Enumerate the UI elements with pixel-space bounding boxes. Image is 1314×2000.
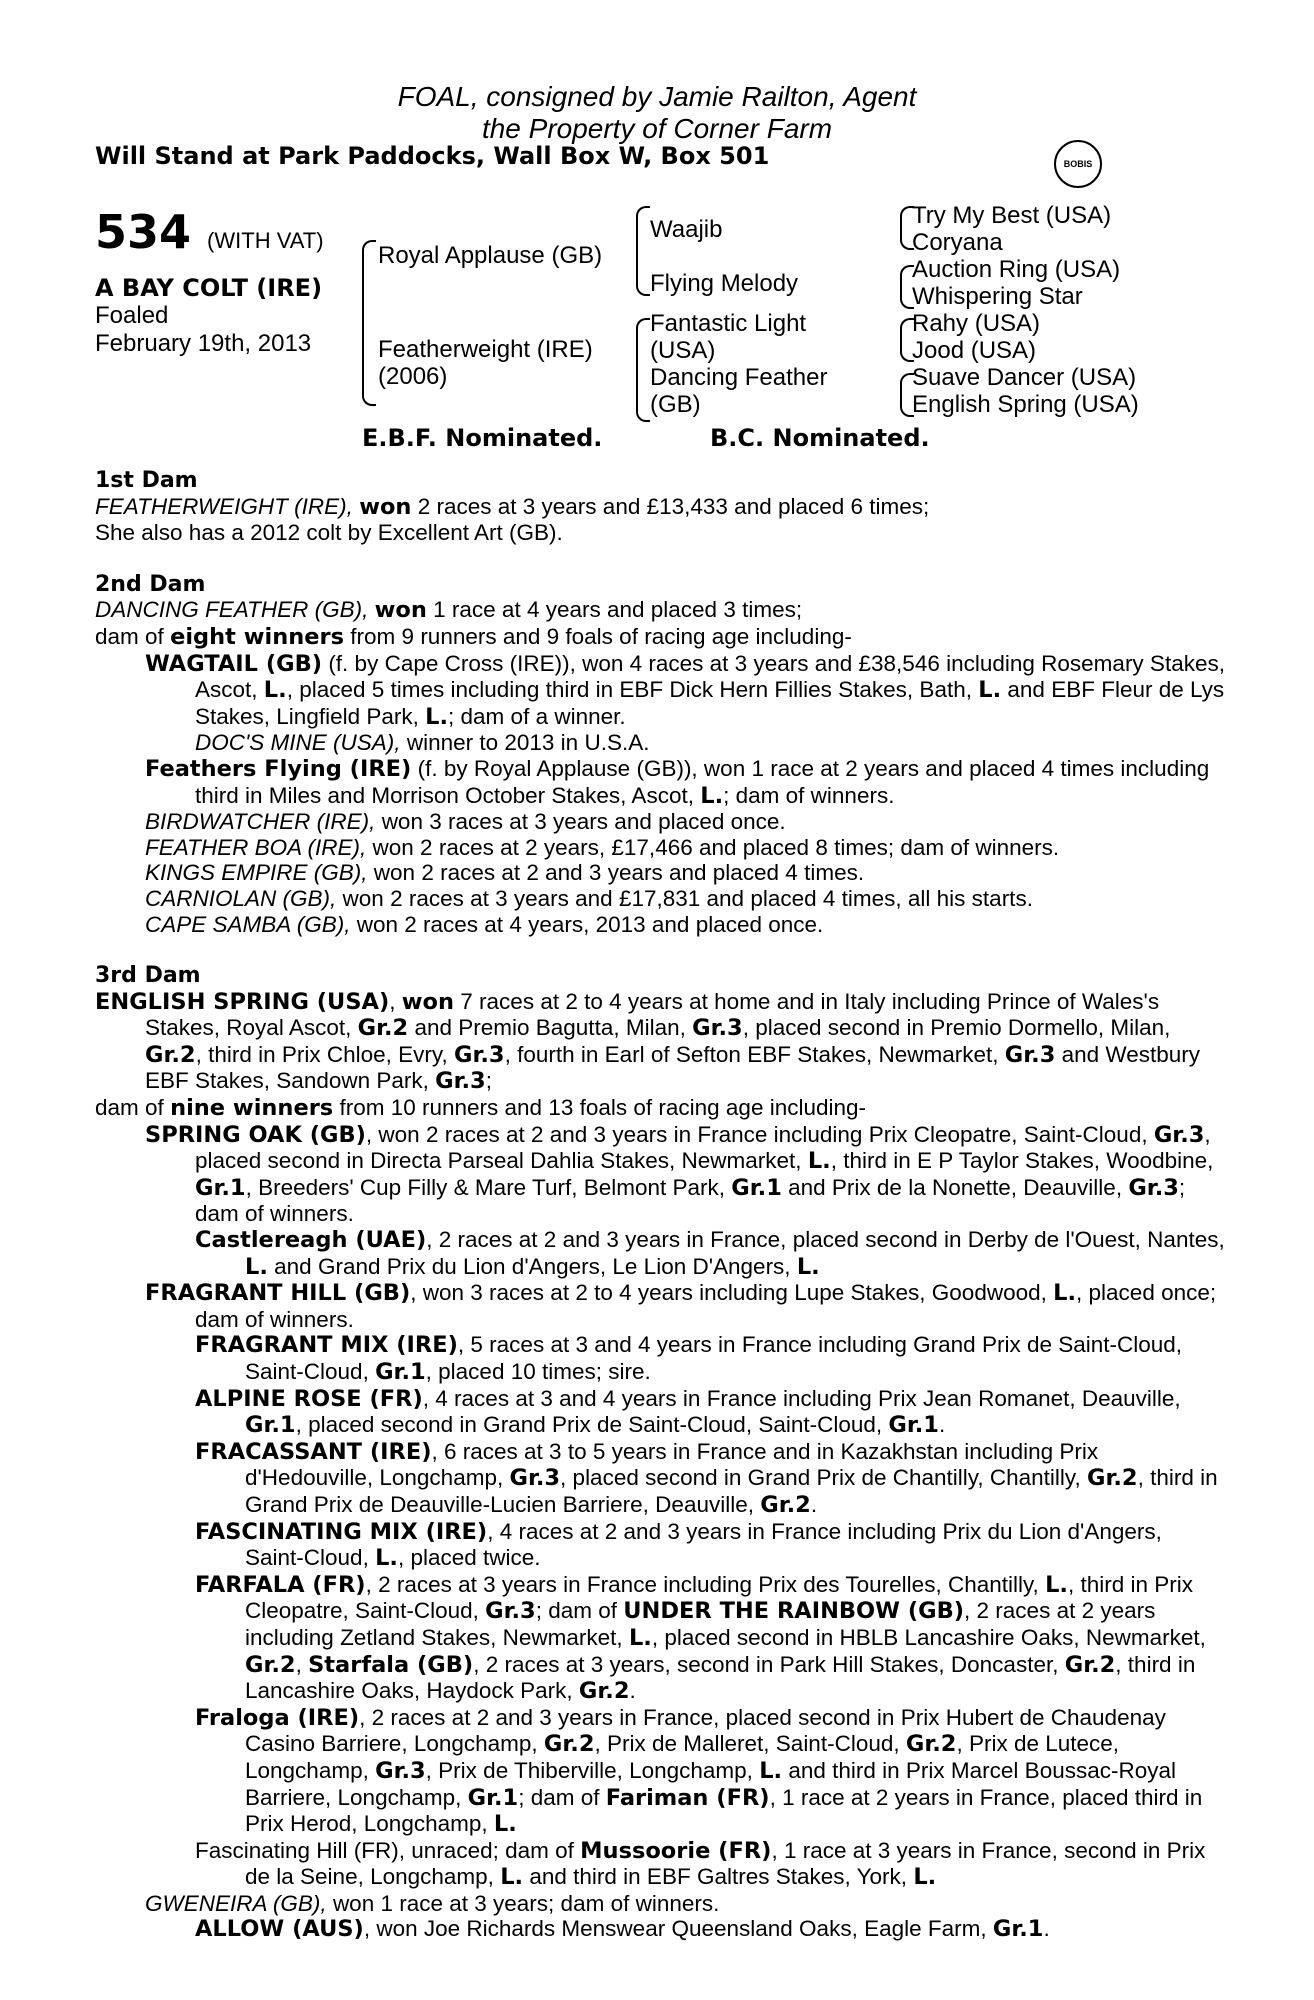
lot-description: A BAY COLT (IRE) [95, 274, 323, 302]
dam-sire-line2: (USA) [650, 337, 716, 364]
third-dam-record: ENGLISH SPRING (USA), won 7 races at 2 to 4 years at home and in Italy including Prince of Wales's Stakes, Royal Ascot, Gr.2 and Premio Bagutta, Milan, Gr.3, placed second in Premio Dormello, Milan, Gr.2, third in Prix Chloe, Evry, Gr.3, fourth in Earl of Sefton EBF Stakes, Newmarket, Gr.3 and Westbury EBF Stakes, Sandown Park, Gr.3; [95, 988, 1201, 1095]
ssd: Coryana [912, 229, 1003, 256]
bc-nominated: B.C. Nominated. [710, 424, 930, 452]
stand-location: Will Stand at Park Paddocks, Wall Box W, Box 501 [95, 142, 770, 170]
progeny-entry: FRAGRANT HILL (GB), won 3 races at 2 to 4 years including Lupe Stakes, Goodwood, L., placed once; dam of winners. [145, 1280, 1217, 1332]
progeny-entry: FRAGRANT MIX (IRE), 5 races at 3 and 4 years in France including Grand Prix de Saint-Cloud, Saint-Cloud, Gr.1, placed 10 times; sire. [195, 1332, 1183, 1385]
pedigree-brace [636, 258, 650, 296]
progeny-entry: KINGS EMPIRE (GB), won 2 races at 2 and 3 years and placed 4 times. [145, 860, 865, 886]
pedigree-brace [636, 318, 650, 376]
ddd: English Spring (USA) [912, 391, 1139, 418]
first-dam-note: She also has a 2012 colt by Excellent Art (GB). [95, 520, 563, 546]
dam-line1: Featherweight (IRE) [378, 336, 593, 363]
lot-number-block [95, 206, 324, 267]
sds: Auction Ring (USA) [912, 256, 1121, 283]
first-dam-record: FEATHERWEIGHT (IRE), won 2 races at 3 years and £13,433 and placed 6 times; [95, 493, 930, 520]
progeny-entry: SPRING OAK (GB), won 2 races at 2 and 3 years in France including Prix Cleopatre, Saint-Cloud, Gr.3, placed second in Directa Parseal Dahlia Stakes, Newmarket, L., third in E P Taylor Stakes, Woodbine, Gr.1, Breeders' Cup Filly & Mare Turf, Belmont Park, Gr.1 and Prix de la Nonette, Deauville, Gr.3; dam of winners. [145, 1121, 1214, 1227]
foaled-date: February 19th, 2013 [95, 330, 312, 357]
progeny-entry: WAGTAIL (GB) (f. by Cape Cross (IRE)), won 4 races at 3 years and £38,546 including Rosemary Stakes, Ascot, L., placed 5 times including third in EBF Dick Hern Fillies Stakes, Bath, L. and EBF Fleur de Lys Stakes, Lingfield Park, L.; dam of a winner. [145, 650, 1225, 730]
sss: Try My Best (USA) [912, 202, 1112, 229]
pedigree-brace [636, 206, 650, 260]
lot-vat: (WITH VAT) [207, 228, 324, 253]
progeny-entry: FRACASSANT (IRE), 6 races at 3 to 5 years in France and in Kazakhstan including Prix d'Hedouville, Longchamp, Gr.3, placed second in Grand Prix de Chantilly, Chantilly, Gr.2, third in Grand Prix de Deauville-Lucien Barriere, Deauville, Gr.2. [195, 1438, 1218, 1518]
progeny-entry: Fascinating Hill (FR), unraced; dam of Mussoorie (FR), 1 race at 3 years in France, second in Prix de la Seine, Longchamp, L. and third in EBF Galtres Stakes, York, L. [195, 1837, 1206, 1891]
progeny-entry: Fraloga (IRE), 2 races at 2 and 3 years in France, placed second in Prix Hubert de Chaudenay Casino Barriere, Longchamp, Gr.2, Prix de Malleret, Saint-Cloud, Gr.2, Prix de Lutece, Longchamp, Gr.3, Prix de Thiberville, Longchamp, L. and third in Prix Marcel Boussac-Royal Barriere, Longchamp, Gr.1; dam of Fariman (FR), 1 race at 2 years in France, placed third in Prix Herod, Longchamp, L. [195, 1704, 1203, 1838]
progeny-entry: Castlereagh (UAE), 2 races at 2 and 3 years in France, placed second in Derby de l'Ouest, Nantes, L. and Grand Prix du Lion d'Angers, Le Lion D'Angers, L. [195, 1227, 1225, 1280]
dss: Rahy (USA) [912, 310, 1041, 337]
pedigree-brace [362, 322, 376, 406]
second-dam-heading: 2nd Dam [95, 571, 206, 597]
dds: Suave Dancer (USA) [912, 364, 1137, 391]
pedigree-brace [362, 240, 376, 324]
progeny-entry: DOC'S MINE (USA), winner to 2013 in U.S.A. [195, 730, 650, 756]
progeny-entry: BIRDWATCHER (IRE), won 3 races at 3 years and placed once. [145, 809, 786, 835]
progeny-entry: FEATHER BOA (IRE), won 2 races at 2 years, £17,466 and placed 8 times; dam of winners. [145, 834, 1060, 860]
produce-record [95, 468, 1225, 1943]
dam-dam-line1: Dancing Feather [650, 364, 828, 391]
progeny-entry: ALLOW (AUS), won Joe Richards Menswear Queensland Oaks, Eagle Farm, Gr.1. [195, 1916, 1050, 1943]
progeny-entry: ALPINE ROSE (FR), 4 races at 3 and 4 years in France including Prix Jean Romanet, Deauville, Gr.1, placed second in Grand Prix de Saint-Cloud, Saint-Cloud, Gr.1. [195, 1385, 1181, 1439]
progeny-entry: GWENEIRA (GB), won 1 race at 3 years; dam of winners. [145, 1890, 720, 1916]
sire-sire: Waajib [650, 216, 723, 243]
ebf-nominated: E.B.F. Nominated. [362, 424, 603, 452]
progeny-entry: FARFALA (FR), 2 races at 3 years in France including Prix des Tourelles, Chantilly, L., third in Prix Cleopatre, Saint-Cloud, Gr.3; dam of UNDER THE RAINBOW (GB), 2 races at 2 years including Zetland Stakes, Newmarket, L., placed second in HBLB Lancashire Oaks, Newmarket, Gr.2, Starfala (GB), 2 races at 3 years, second in Park Hill Stakes, Doncaster, Gr.2, third in Lancashire Oaks, Haydock Park, Gr.2. [195, 1571, 1206, 1705]
third-dam-summary: dam of nine winners from 10 runners and 13 foals of racing age including- [95, 1095, 867, 1122]
dam-dam-line2: (GB) [650, 391, 701, 418]
third-dam-heading: 3rd Dam [95, 963, 201, 989]
progeny-entry: CARNIOLAN (GB), won 2 races at 3 years and £17,831 and placed 4 times, all his starts. [145, 885, 1033, 911]
bobis-seal-icon: BOBIS [1054, 140, 1102, 188]
foaled-label: Foaled [95, 302, 169, 329]
consignment-line: FOAL, consigned by Jamie Railton, Agent [397, 81, 917, 112]
pedigree-brace [636, 374, 650, 422]
sdd: Whispering Star [912, 283, 1083, 310]
dam-sire-line1: Fantastic Light [650, 310, 807, 337]
dsd: Jood (USA) [912, 337, 1037, 364]
second-dam-summary: dam of eight winners from 9 runners and 9 foals of racing age including- [95, 623, 852, 650]
first-dam-heading: 1st Dam [95, 468, 198, 493]
dam-line2: (2006) [378, 363, 448, 390]
lot-number: 534 [95, 205, 192, 259]
progeny-entry: Feathers Flying (IRE) (f. by Royal Applause (GB)), won 1 race at 2 years and placed 4 times including third in Miles and Morrison October Stakes, Ascot, L.; dam of winners. [145, 755, 1210, 809]
sire-dam: Flying Melody [650, 270, 799, 297]
progeny-entry: FASCINATING MIX (IRE), 4 races at 2 and 3 years in France including Prix du Lion d'Angers, Saint-Cloud, L., placed twice. [195, 1518, 1162, 1572]
sire: Royal Applause (GB) [378, 242, 603, 269]
progeny-entry: CAPE SAMBA (GB), won 2 races at 4 years, 2013 and placed once. [145, 911, 824, 937]
property-line: the Property of Corner Farm [481, 113, 833, 144]
second-dam-record: DANCING FEATHER (GB), won 1 race at 4 years and placed 3 times; [95, 597, 803, 624]
